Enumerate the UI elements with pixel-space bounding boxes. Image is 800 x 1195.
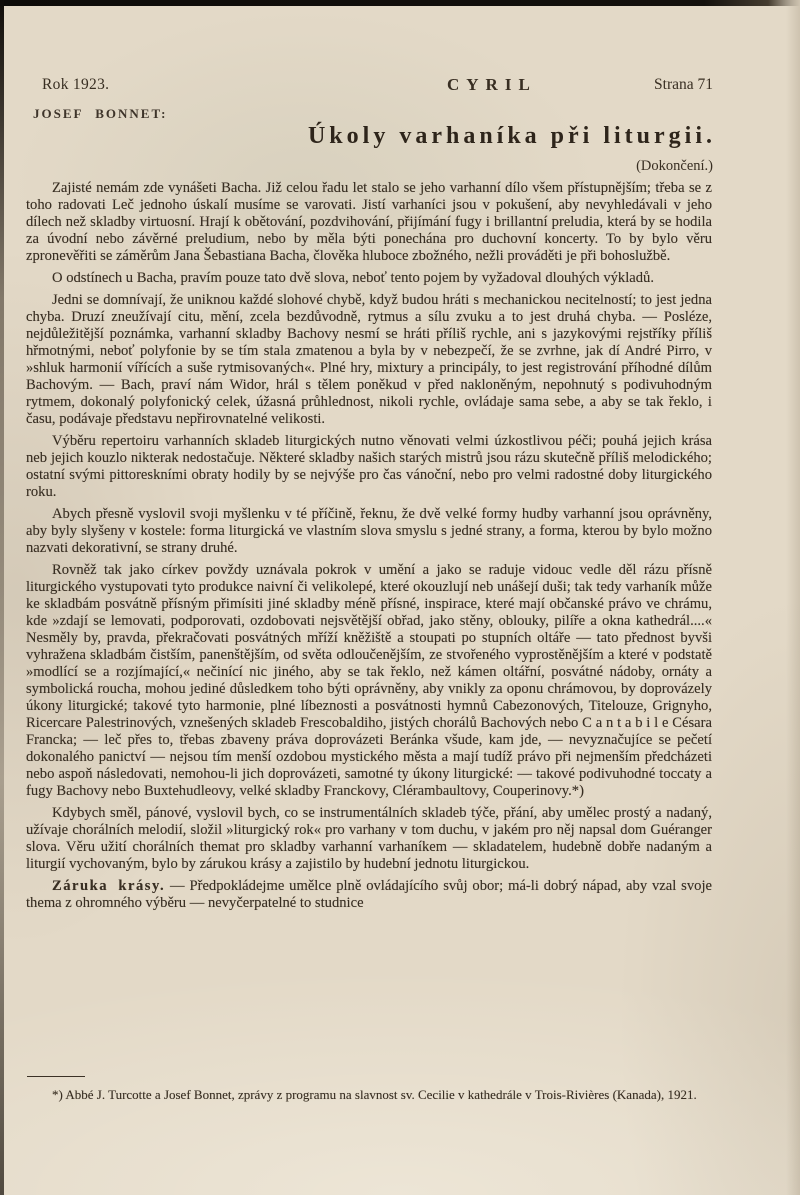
article-title: Úkoly varhaníka při liturgii.	[307, 123, 717, 149]
scan-edge-right	[786, 0, 800, 1195]
paragraph-5: Abych přesně vyslovil svoji myšlenku v té příčině, řeknu, že dvě velké formy hudby varhanní jsou oprávněny, aby byly slyšeny v kostele: forma liturgická ve vlastním slova smyslu s jedné strany, a forma, kterou by bylo možno nazvati dekorativní, se strany druhé.	[26, 506, 712, 556]
footnote-text: *) Abbé J. Turcotte a Josef Bonnet, zprávy z programu na slavnost sv. Cecilie v kathedrále v Trois-Rivières (Kanada), 1921.	[52, 1087, 697, 1102]
scan-edge-top	[0, 0, 800, 6]
paragraph-3: Jedni se domnívají, že uniknou každé slohové chybě, když budou hráti s mechanickou necitelností; to jest jedna chyba. Druzí zneužívají citu, mění, zcela bezdůvodně, rytmus a sílu zvuku a to jest druhá chyba. — Posléze, nejdůležitější poznámka, varhanní skladby Bachovy nesmí se hráti příliš rychle, ani s jazykovými rejstříky příliš hřmotnými, neboť polyfonie by se tím stala zmatenou a byla by v nebezpečí, že se zvrhne, jak dí André Pirro, v »shluk harmonií vířících a suše rytmisovaných«. Plné hry, mixtury a principály, to jest registrování příhodné dílům Bachovým. — Bach, praví nám Widor, hrál s tělem poněkud v před nakloněným, nepohnutý s podivuhodným rytmem, dokonalý polyfonický celek, úžasná průhlednost, nikoli rychle, ovládaje sama sebe, a aby se tak řeklo, i času, podávaje představu nepřirovnatelné velikosti.	[26, 292, 712, 427]
paragraph-zaruka	[26, 878, 712, 912]
paragraph-4: Výběru repertoiru varhanních skladeb liturgických nutno věnovati velmi úzkostlivou péči; pouhá jejich krása neb jejich kouzlo nikterak nedostačuje. Některé skladby našich starých mistrů jsou rázu skutečně příliš melodického; ostatní svými pittoreskními obraty hodily by se nejvýše pro čas vánoční, nebo pro velmi radostné doby liturgického roku.	[26, 433, 712, 500]
paragraph-zaruka-lead: Záruka krásy.	[52, 878, 166, 894]
title-block	[224, 123, 800, 150]
paragraph-7: Kdybych směl, pánové, vyslovil bych, co se instrumentálních skladeb týče, přání, aby umělec prostý a nadaný, užívaje chorálních melodií, složil »liturgický rok« pro varhany v tom duchu, v jakém pro něj napsal dom Guéranger slova. Věru užití chorálních themat pro skladby varhanní varhaníkem — skladatelem, hudebně dobře nadaným a liturgií vychovaným, bylo by zárukou krásy a zajistilo by hudební jednotu liturgickou.	[26, 805, 712, 872]
article-subtitle: (Dokončení.)	[636, 158, 713, 174]
journal-title: CYRIL	[447, 75, 537, 94]
paragraph-zaruka-text: — Předpokládejme umělce plně ovládajícího svůj obor; má-li dobrý nápad, aby vzal svoje thema z ohromného výběru — nevyčerpatelné to studnice	[26, 878, 712, 911]
paragraph-2: O odstínech u Bacha, pravím pouze tato dvě slova, neboť tento pojem by vyžadoval dlouhých výkladů.	[52, 270, 654, 286]
page-number: Strana 71	[654, 76, 713, 93]
year-label: Rok 1923.	[42, 76, 110, 93]
article-body	[26, 180, 712, 912]
author-name: JOSEF BONNET:	[33, 106, 168, 121]
paragraph-6: Rovněž tak jako církev povždy uznávala pokrok v umění a jako se raduje vidouc vedle děl rázu přísně liturgického vystupovati tyto produkce naivní či velikolepé, které okouzlují neb unášejí duši; tak tedy varhaník může ke skladbám posvátně přísným přimísiti jiné skladby méně přísné, inspirace, které mají občanské právo ve chrámu, kde »zdají se lemovati, podporovati, ozdobovati nejsvětější obřad, jako stěny, oblouky, pilíře a okna kathedrál....« Nesměly by, pravda, překračovati posvátných mříží kněžiště a stoupati po stupních oltáře — tato přednost byvši vyhražena skladbám čistším, panenštějším, od světa odloučenějším, ze stvořeného vyprostěnějším a které v podstatě »modlící se a rozjímající,« nečinící nic jiného, aby se tak řeklo, než kámen oltářní, posvátné nádoby, ornáty a symbolická roucha, mohou jediné důsledkem toho býti oprávněny, aby vnikly za oponu chrámovou, by doprovázely úkony liturgické; takové tyto harmonie, plné líbeznosti a posvátnosti hymnů Cabezonových, Titelouze, Grignyho, Ricercare Palestrinových, vznešených skladeb Frescobaldiho, jistých chorálů Bachových nebo C a n t a b i l e Césara Francka; — leč přes to, třebas zbaveny práva doprovázeti Beránka všude, kam jde, — nevyznačujíce se pečetí dokonalého panictví — nejsou tím menší ozdobou mystického města a mají tudíž právo při nejmenším předcházeti nebo aspoň následovati, nemohou-li jich doprovázeti, samotné ty úkony liturgické: — takové podivuhodné toccaty a fugy Bachovy nebo Buxtehudleovy, velké skladby Franckovy, Clérambaultovy, Couperinovy.*)	[26, 562, 712, 799]
footnote-block	[26, 1076, 712, 1104]
scan-edge-left	[0, 0, 4, 1195]
footnote-rule	[27, 1076, 85, 1077]
paragraph-1: Zajisté nemám zde vynášeti Bacha. Již celou řadu let stalo se jeho varhanní dílo všem přístupnějším; třeba se z toho radovati Leč jednoho úskalí musíme se varovati. Jistí varhaníci jsou v pokušení, aby nevyhledávali v jeho dílech než skladby virtuosní. Hrají k obětování, pozdvihování, přijímání fugy i brillantní preludia, která by se hodila za úvodní nebo závěrné preludium, nebo by měla býti ponechána pro duchovní koncerty. To by bylo věru zpronevěřiti se záměrům Jana Šebastiana Bacha, člověka hluboce zbožného, nežli prováděti je při bohoslužbě.	[26, 180, 712, 264]
